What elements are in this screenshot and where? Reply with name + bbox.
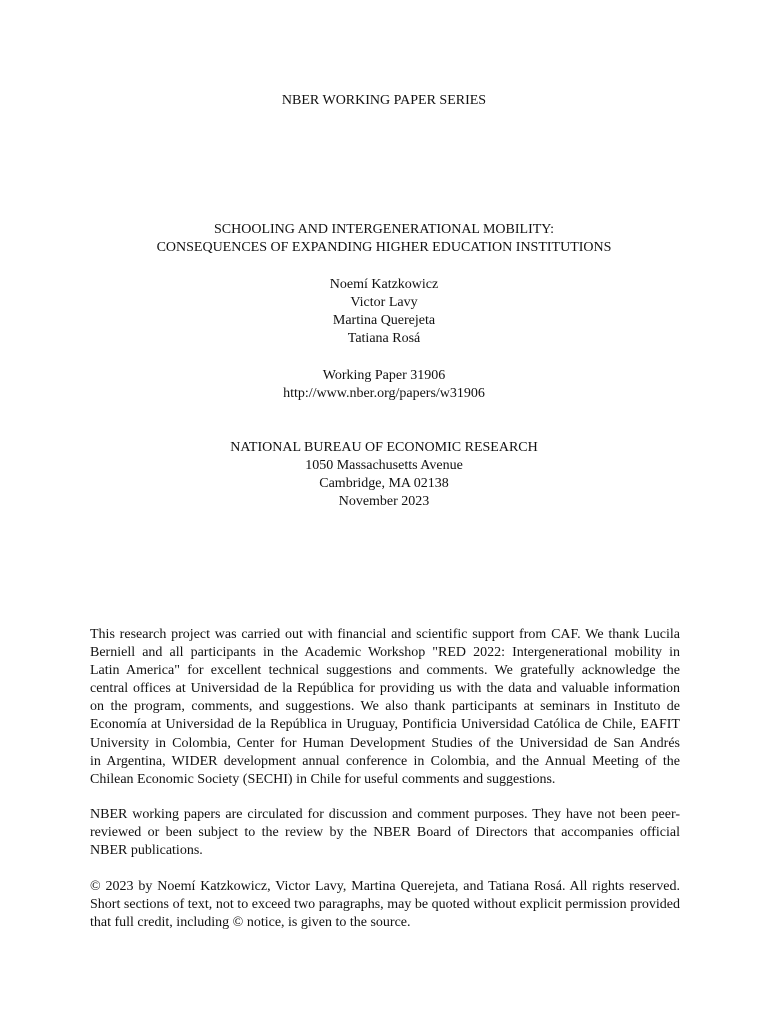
paragraph-line: University in Colombia, Center for Human Development Studies of the Universidad de San Andrés <box>90 735 680 751</box>
paragraph-line: Short sections of text, not to exceed two paragraphs, may be quoted without explicit permission provided <box>90 897 680 913</box>
author-name: Tatiana Rosá <box>347 331 421 346</box>
publication-date: November 2023 <box>338 494 430 509</box>
title-line-2: CONSEQUENCES OF EXPANDING HIGHER EDUCATION INSTITUTIONS <box>156 240 612 255</box>
paragraph-line: Chilean Economic Society (SECHI) in Chile for useful comments and suggestions. <box>90 771 556 787</box>
paragraph-line: that full credit, including © notice, is given to the source. <box>90 915 411 931</box>
acknowledgement-paragraph <box>90 626 680 789</box>
author-name: Martina Querejeta <box>332 313 436 328</box>
paragraph-line: NBER publications. <box>90 843 203 859</box>
working-paper-number: Working Paper 31906 <box>322 368 446 383</box>
paper-title <box>0 221 768 257</box>
paragraph-line: central offices at Universidad de la República for providing us with the data and valuable information <box>90 681 680 697</box>
publisher-city: Cambridge, MA 02138 <box>319 476 449 491</box>
title-line-1: SCHOOLING AND INTERGENERATIONAL MOBILITY: <box>214 222 554 237</box>
publisher-street: 1050 Massachusetts Avenue <box>305 458 463 473</box>
paragraph-line: Latin America" for excellent technical suggestions and comments. We gratefully acknowledge the <box>90 663 680 679</box>
author-name: Victor Lavy <box>350 295 418 310</box>
paragraph-line: NBER working papers are circulated for discussion and comment purposes. They have not been peer- <box>90 807 680 822</box>
paragraph-line: on the program, comments, and suggestions. We also thank participants at seminars in Instituto de <box>90 699 680 715</box>
working-paper-info <box>0 367 768 403</box>
publisher-address <box>0 439 768 511</box>
disclaimer-paragraph <box>90 806 680 860</box>
series-name: NBER WORKING PAPER SERIES <box>281 93 487 108</box>
paragraph-line: in Argentina, WIDER development annual conference in Colombia, and the Annual Meeting of the <box>90 753 680 769</box>
working-paper-url[interactable]: http://www.nber.org/papers/w31906 <box>283 386 485 401</box>
paragraph-line: This research project was carried out with financial and scientific support from CAF. We thank Lucila <box>90 627 680 642</box>
author-name: Noemí Katzkowicz <box>329 277 439 292</box>
copyright-paragraph <box>90 878 680 932</box>
series-heading <box>0 92 768 110</box>
paragraph-line: reviewed or been subject to the review by the NBER Board of Directors that accompanies official <box>90 825 680 841</box>
paragraph-line: Berniell and all participants in the Academic Workshop "RED 2022: Intergenerational mobility in <box>90 645 680 661</box>
paragraph-line: © 2023 by Noemí Katzkowicz, Victor Lavy, Martina Querejeta, and Tatiana Rosá. All rights reserved. <box>90 879 680 894</box>
author-list <box>0 276 768 348</box>
publisher-name: NATIONAL BUREAU OF ECONOMIC RESEARCH <box>230 440 538 455</box>
paragraph-line: Economía at Universidad de la República in Uruguay, Pontificia Universidad Católica de Chile, EAFIT <box>90 717 680 733</box>
